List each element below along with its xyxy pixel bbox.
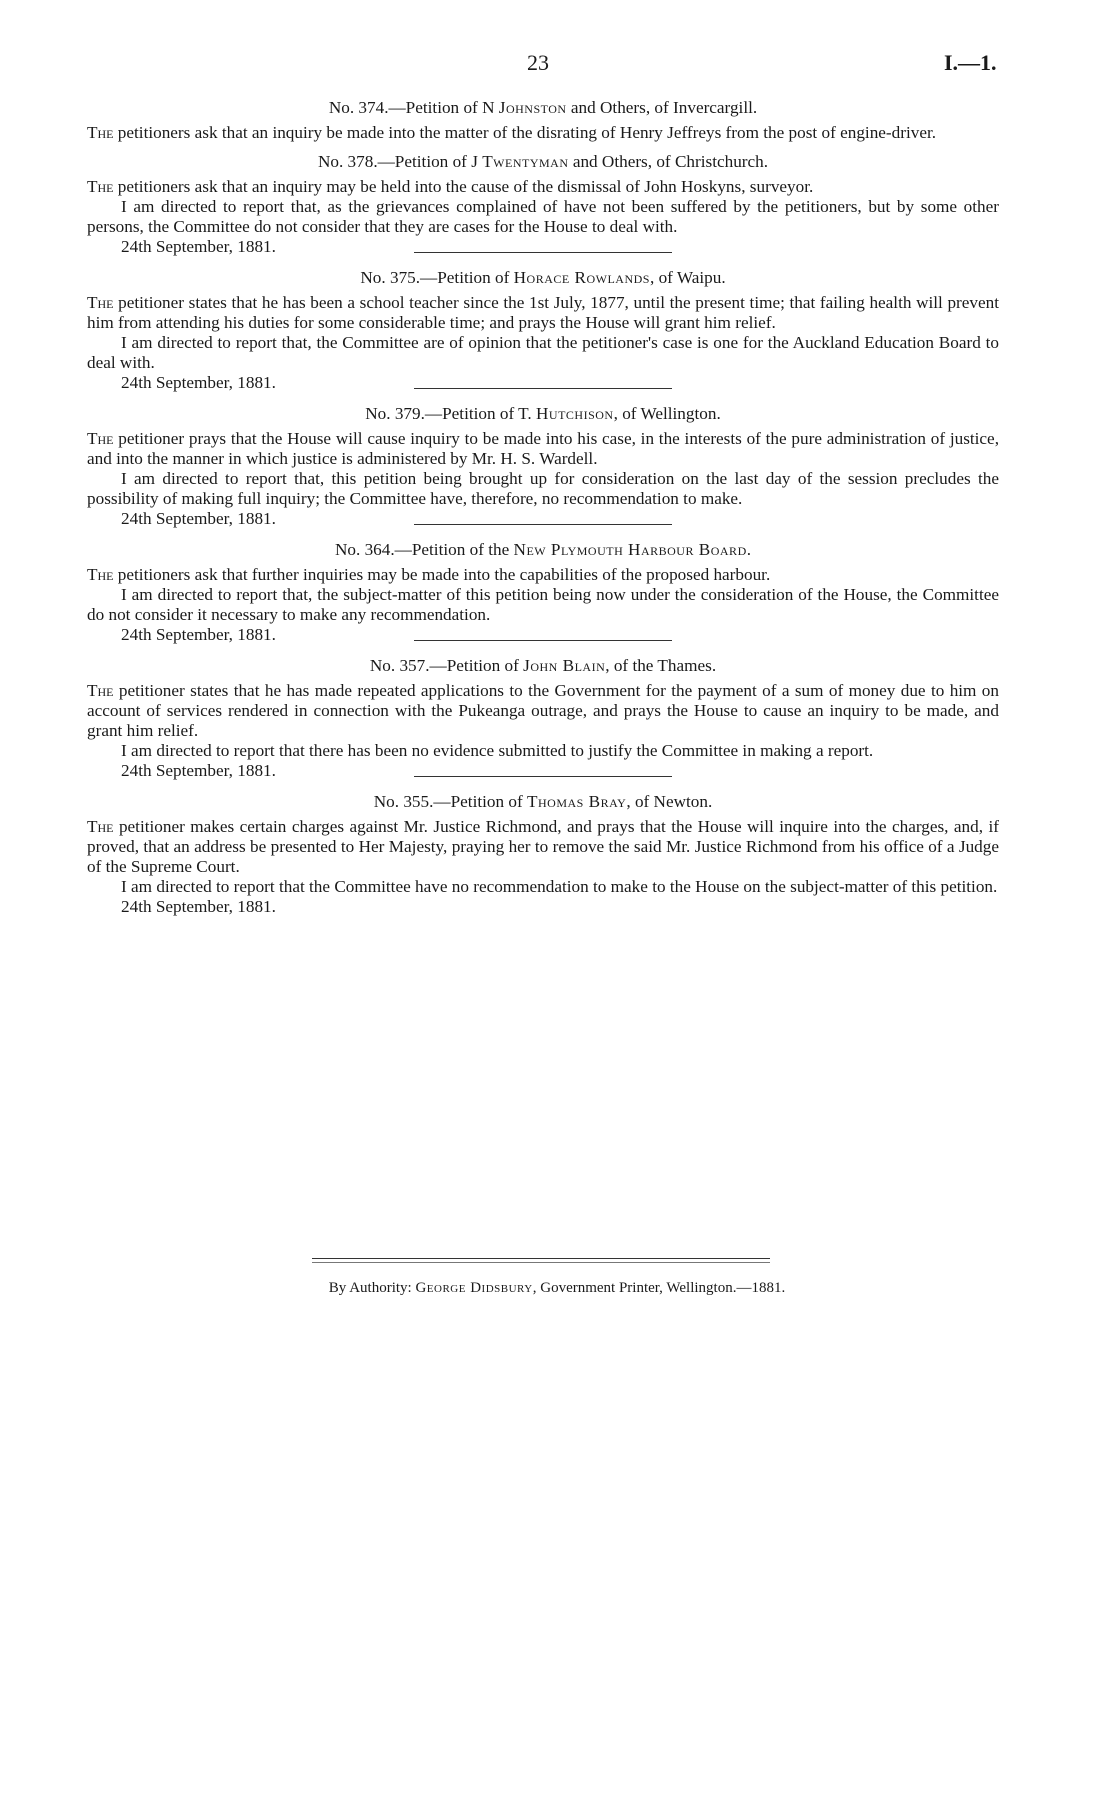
committee-report: I am directed to report that there has been no evidence submitted to justify the Committee in making a report. [121, 741, 874, 760]
committee-report: I am directed to report that, the Committee are of opinion that the petitioner's case is one for the Auckland Education Board to deal with. [87, 333, 999, 372]
section-divider [414, 640, 672, 641]
petition-heading: No. 375.—Petition of Horace Rowlands, of Waipu. [360, 268, 726, 287]
petition-374 [87, 98, 999, 143]
petition-heading: No. 364.—Petition of the New Plymouth Harbour Board. [334, 540, 752, 559]
petition-text: The petitioner prays that the House will cause inquiry to be made into his case, in the interests of the pure administration of justice, and into the manner in which justice is administered by Mr. H. S. Wardell. [87, 429, 999, 468]
petition-heading: No. 357.—Petition of John Blain, of the Thames. [369, 656, 717, 675]
petition-text: The petitioners ask that an inquiry be made into the matter of the disrating of Henry Jeffreys from the post of engine-driver. [87, 123, 937, 142]
report-date: 24th September, 1881. [121, 509, 276, 528]
petition-text: The petitioner states that he has been a school teacher since the 1st July, 1877, until the present time; that failing health will prevent him from attending his duties for some considerable time; and prays the House will grant him relief. [87, 293, 999, 332]
footer-rule-secondary [312, 1262, 770, 1263]
petition-heading: No. 378.—Petition of J Twentyman and Others, of Christchurch. [317, 152, 769, 171]
report-date: 24th September, 1881. [121, 897, 276, 916]
section-divider [414, 252, 672, 253]
committee-report: I am directed to report that the Committee have no recommendation to make to the House on the subject-matter of this petition. [121, 877, 998, 896]
petition-375 [87, 268, 999, 393]
petition-357 [87, 656, 999, 781]
section-divider [414, 524, 672, 525]
petition-text: The petitioner states that he has made repeated applications to the Government for the payment of a sum of money due to him on account of services rendered in connection with the Pukeanga outrage, and prays the House to cause an inquiry to be made, and grant him relief. [87, 681, 999, 740]
report-date: 24th September, 1881. [121, 625, 276, 644]
page-number: 23 [527, 50, 549, 75]
petition-text: The petitioners ask that further inquiries may be made into the capabilities of the proposed harbour. [87, 565, 771, 584]
paper-reference: I.—1. [944, 50, 997, 75]
petition-heading: No. 379.—Petition of T. Hutchison, of Wellington. [365, 404, 721, 423]
committee-report: I am directed to report that, this petition being brought up for consideration on the last day of the session precludes the possibility of making full inquiry; the Committee have, therefore, no recommendation to make. [87, 469, 999, 508]
report-date: 24th September, 1881. [121, 237, 276, 256]
document-body [87, 98, 999, 917]
report-date: 24th September, 1881. [121, 373, 276, 392]
petition-355 [87, 792, 999, 917]
committee-report: I am directed to report that, as the grievances complained of have not been suffered by the petitioners, but by some other persons, the Committee do not consider that they are cases for the House to deal with. [87, 197, 999, 236]
printer-imprint: By Authority: George Didsbury, Government Printer, Wellington.—1881. [328, 1280, 786, 1296]
petition-364 [87, 540, 999, 645]
committee-report: I am directed to report that, the subject-matter of this petition being now under the consideration of the House, the Committee do not consider it necessary to make any recommendation. [87, 585, 999, 624]
petition-379 [87, 404, 999, 529]
petition-text: The petitioner makes certain charges against Mr. Justice Richmond, and prays that the House will inquire into the charges, and, if proved, that an address be presented to Her Majesty, praying her to remove the said Mr. Justice Richmond from his office of a Judge of the Supreme Court. [87, 817, 999, 876]
section-divider [414, 776, 672, 777]
petition-heading: No. 374.—Petition of N Johnston and Others, of Invercargill. [328, 98, 758, 117]
section-divider [414, 388, 672, 389]
footer-rule [312, 1258, 770, 1259]
report-date: 24th September, 1881. [121, 761, 276, 780]
petition-heading: No. 355.—Petition of Thomas Bray, of Newton. [373, 792, 713, 811]
petition-378 [87, 152, 999, 257]
petition-text: The petitioners ask that an inquiry may be held into the cause of the dismissal of John Hoskyns, surveyor. [87, 177, 814, 196]
